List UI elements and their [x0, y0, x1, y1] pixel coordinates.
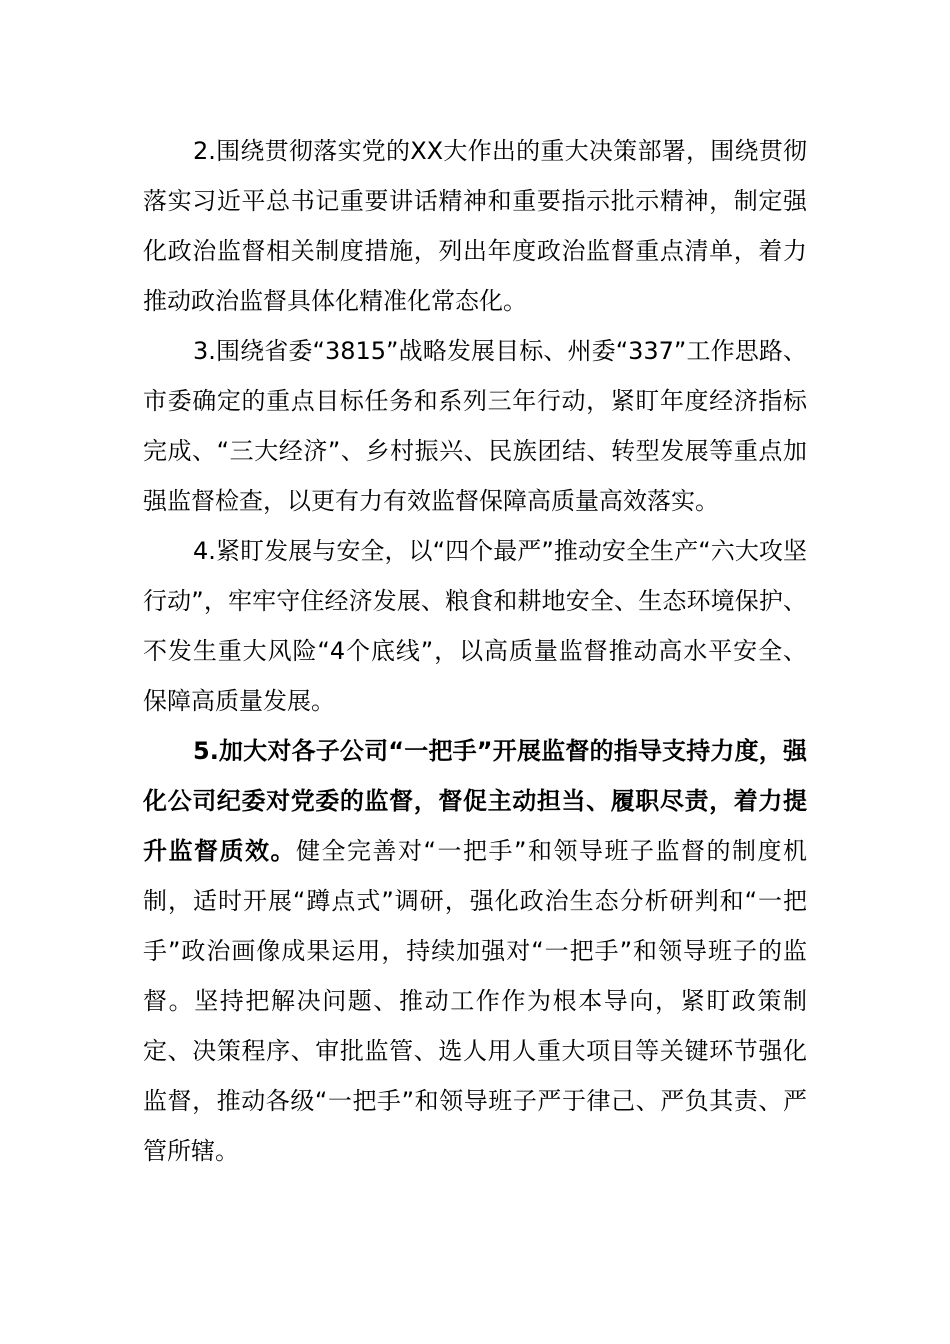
paragraph-5 — [143, 726, 807, 1176]
paragraph-5-text: 健全完善对“一把手”和领导班子监督的制度机制，适时开展“蹲点式”调研，强化政治生态分析研判和“一把手”政治画像成果运用，持续加强对“一把手”和领导班子的监督。坚持把解决问题、推动工作作为根本导向，紧盯政策制定、决策程序、审批监管、选人用人重大项目等关键环节强化监督，推动各级“一把手”和领导班子严于律己、严负其责、严管所辖。 — [143, 837, 807, 1165]
paragraph-2 — [143, 126, 807, 326]
paragraph-4 — [143, 526, 807, 726]
paragraph-5-heading: 5.加大对各子公司“一把手”开展监督的指导支持力度，强化公司纪委对党委的监督，督促主动担当、履职尽责，着力提升监督质效。 — [143, 737, 807, 865]
paragraph-2-text: 2.围绕贯彻落实党的XX大作出的重大决策部署，围绕贯彻落实习近平总书记重要讲话精神和重要指示批示精神，制定强化政治监督相关制度措施，列出年度政治监督重点清单，着力推动政治监督具体化精准化常态化。 — [143, 137, 807, 315]
document-body — [143, 126, 807, 1176]
paragraph-3 — [143, 326, 807, 526]
paragraph-3-text: 3.围绕省委“3815”战略发展目标、州委“337”工作思路、市委确定的重点目标任务和系列三年行动，紧盯年度经济指标完成、“三大经济”、乡村振兴、民族团结、转型发展等重点加强监督检查，以更有力有效监督保障高质量高效落实。 — [143, 337, 807, 515]
paragraph-4-text: 4.紧盯发展与安全，以“四个最严”推动安全生产“六大攻坚行动”，牢牢守住经济发展、粮食和耕地安全、生态环境保护、不发生重大风险“4个底线”，以高质量监督推动高水平安全、保障高质量发展。 — [143, 537, 807, 715]
